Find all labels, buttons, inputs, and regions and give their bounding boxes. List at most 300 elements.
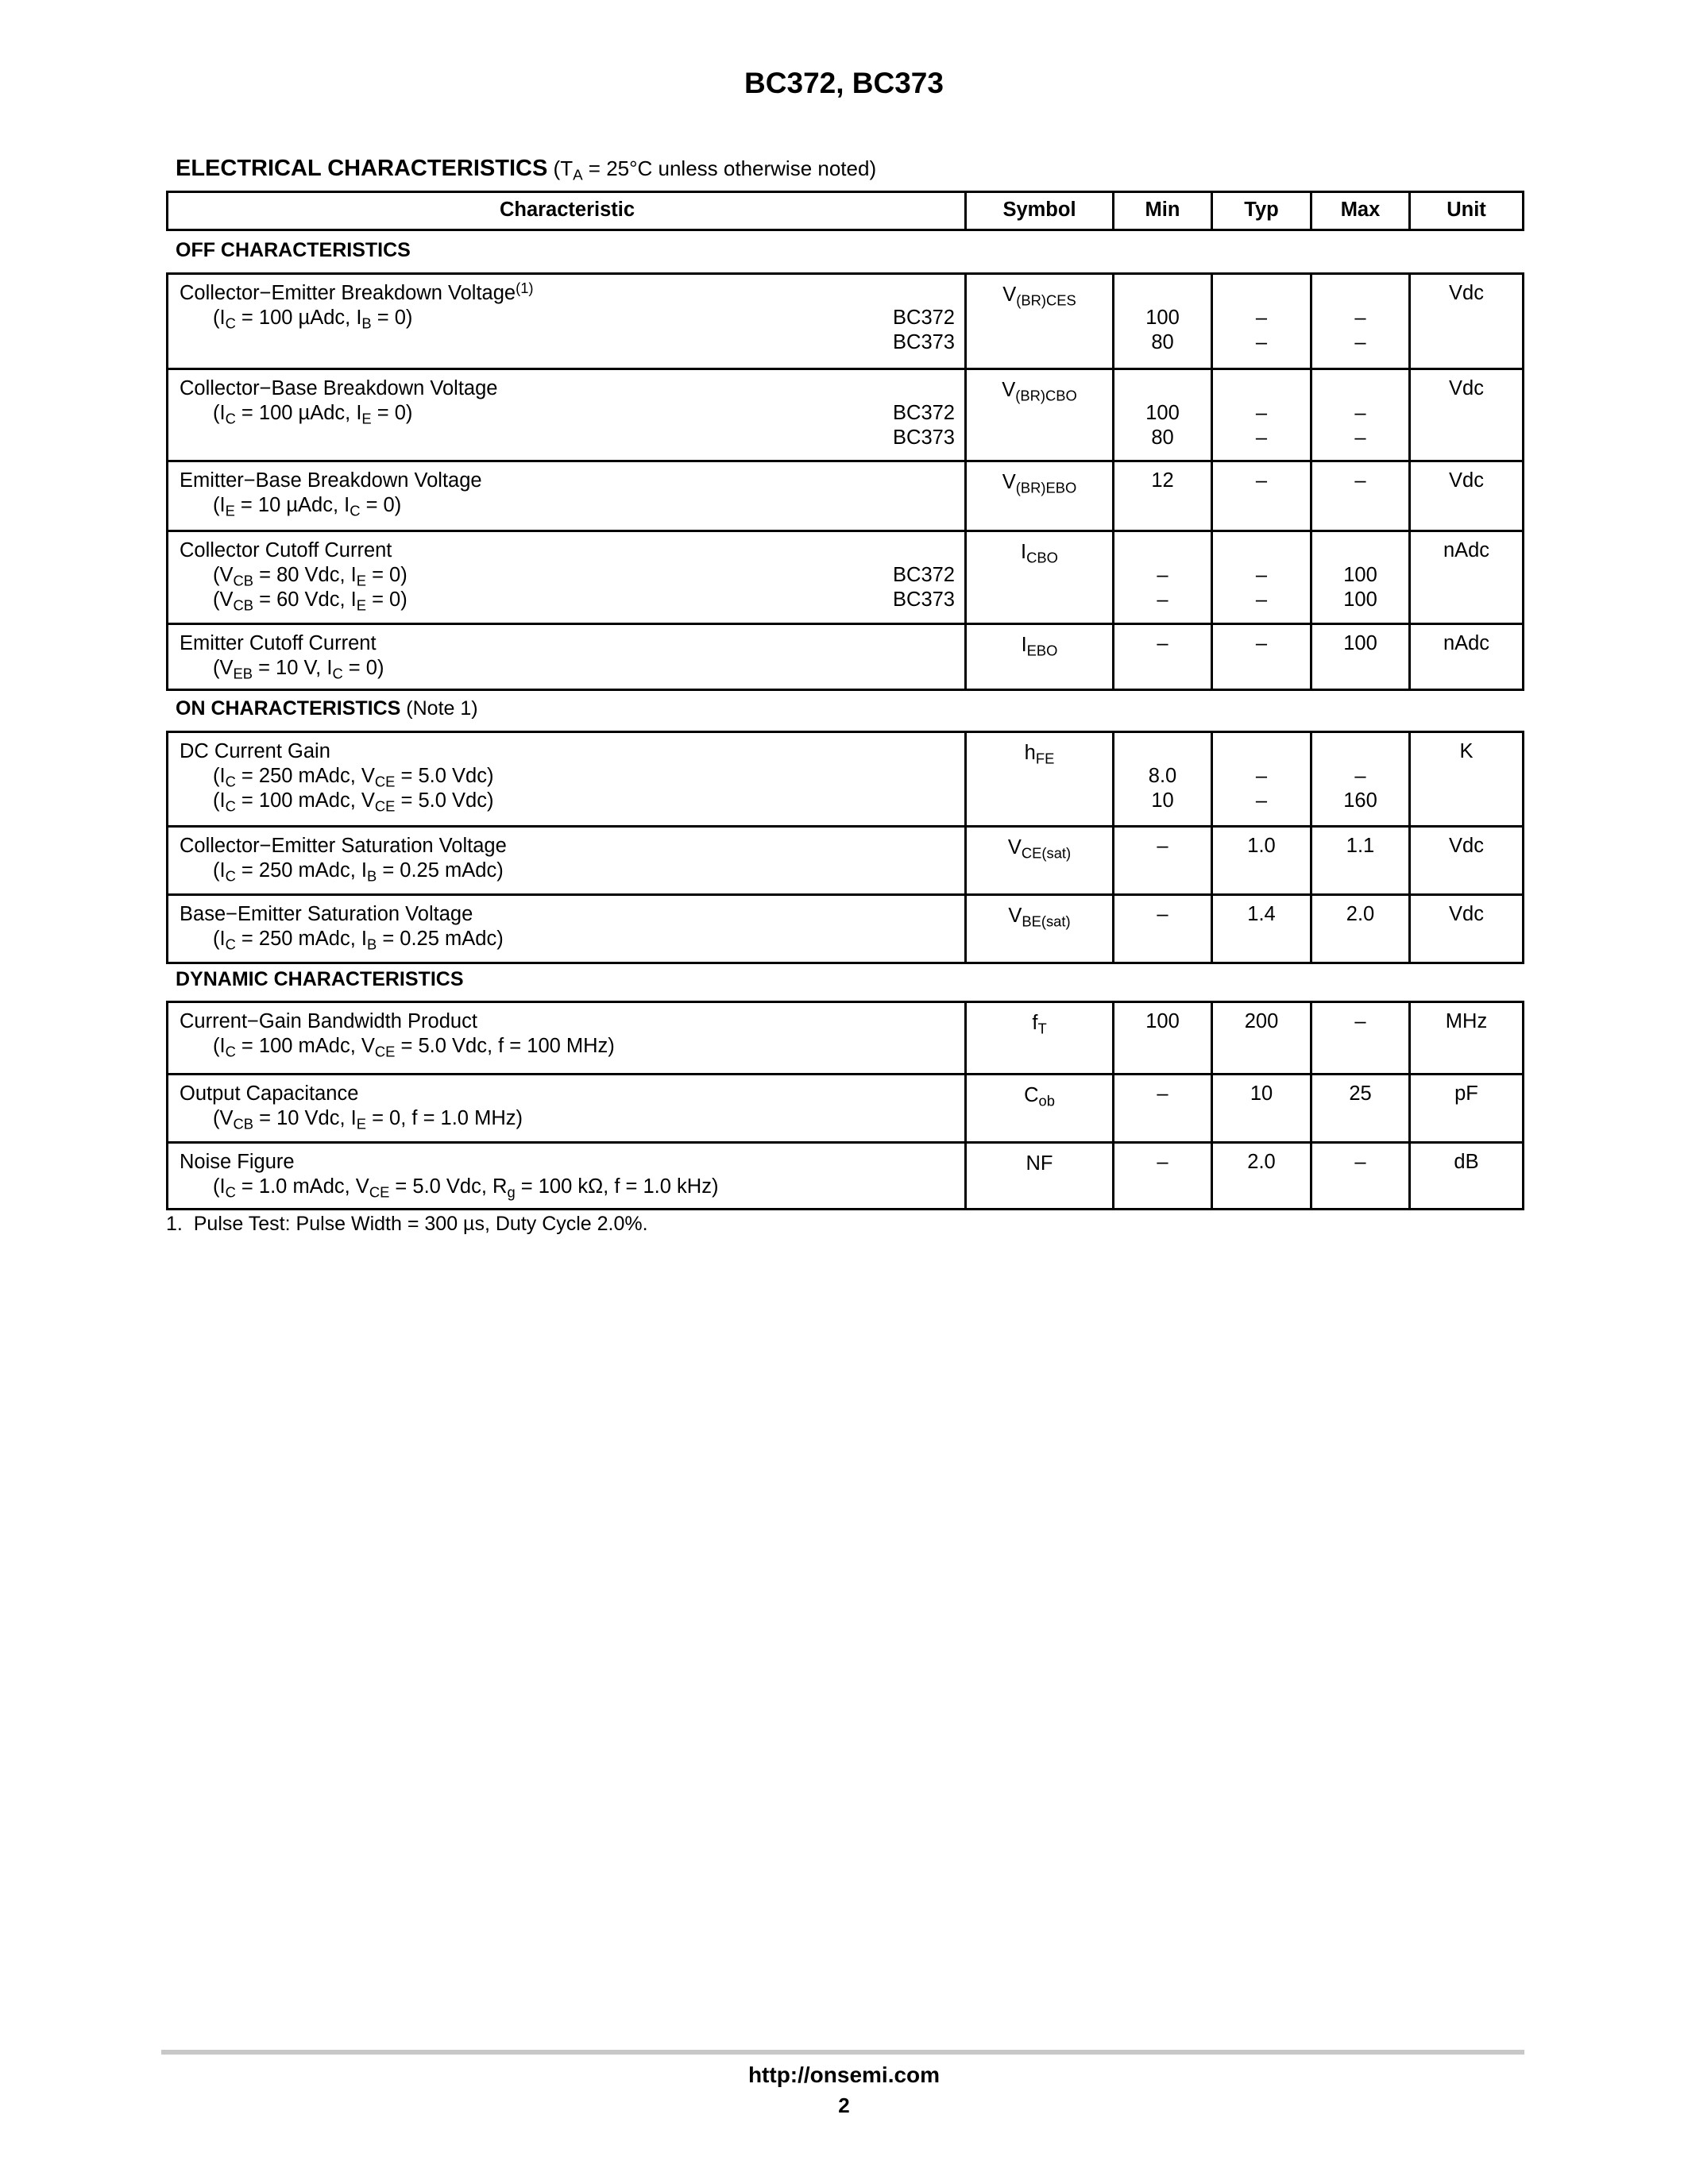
typ-cell xyxy=(1211,896,1310,962)
subscript: C xyxy=(350,502,361,519)
characteristic-name xyxy=(180,902,955,927)
subscript: C xyxy=(225,773,236,790)
max-value xyxy=(1312,281,1408,306)
typ-value: – xyxy=(1255,765,1268,787)
unit-value: nAdc xyxy=(1443,632,1490,654)
min-value: 10 xyxy=(1151,789,1174,812)
test-condition xyxy=(180,789,955,813)
unit-cell xyxy=(1408,1144,1522,1208)
heading-note xyxy=(547,156,877,183)
column-header-characteristic: Characteristic xyxy=(499,199,635,221)
min-cell xyxy=(1112,1003,1211,1073)
characteristic-name xyxy=(180,631,955,656)
unit-cell xyxy=(1408,828,1522,893)
min-cell xyxy=(1112,462,1211,530)
symbol-cell xyxy=(964,462,1112,530)
subscript: B xyxy=(366,867,377,885)
symbol-cell xyxy=(964,1003,1112,1073)
table-row xyxy=(168,275,1522,368)
text-run: = 5.0 Vdc) xyxy=(395,765,494,787)
device-variant-label: BC373 xyxy=(893,426,955,449)
document-title: BC372, BC373 xyxy=(744,67,944,99)
subscript: CE xyxy=(374,773,396,790)
min-value: 80 xyxy=(1151,426,1174,449)
subscript: A xyxy=(573,166,583,183)
symbol-cell xyxy=(964,370,1112,460)
text-run: Current−Gain Bandwidth Product xyxy=(180,1010,477,1032)
subscript: g xyxy=(507,1183,516,1201)
symbol-cell xyxy=(964,275,1112,368)
column-header-min: Min xyxy=(1112,193,1211,229)
section-title-on xyxy=(176,697,478,720)
test-condition xyxy=(180,656,955,681)
min-value xyxy=(1114,739,1211,764)
typ-value: 200 xyxy=(1244,1010,1279,1032)
text-run: (V xyxy=(213,564,234,586)
typ-cell xyxy=(1211,625,1310,689)
subscript: BE(sat) xyxy=(1022,913,1071,930)
device-variant-label: BC372 xyxy=(893,564,955,586)
subscript: ob xyxy=(1038,1092,1055,1109)
table-row xyxy=(168,460,1522,530)
max-value: 1.1 xyxy=(1346,835,1375,857)
text-run: Collector Cutoff Current xyxy=(180,539,392,561)
max-cell xyxy=(1310,462,1408,530)
max-value: – xyxy=(1354,1010,1366,1032)
text-run: V xyxy=(1002,284,1017,306)
unit-value: K xyxy=(1459,740,1474,762)
text-run: = 5.0 Vdc) xyxy=(395,789,494,812)
footer-url-link[interactable]: http://onsemi.com xyxy=(747,2062,941,2087)
subscript: EB xyxy=(233,665,253,682)
typ-value: – xyxy=(1255,564,1268,586)
typ-cell xyxy=(1211,733,1310,825)
text-run: = 100 µAdc, I xyxy=(235,402,362,424)
table-row xyxy=(168,733,1522,825)
unit-cell xyxy=(1408,1003,1522,1073)
subscript: B xyxy=(366,936,377,953)
min-value: 100 xyxy=(1145,1010,1180,1032)
characteristic-cell xyxy=(168,733,964,825)
characteristic-name xyxy=(180,834,955,859)
text-run: Emitter−Base Breakdown Voltage xyxy=(180,469,482,492)
text-run: = 0) xyxy=(365,564,408,586)
test-condition xyxy=(180,588,955,612)
max-cell xyxy=(1310,896,1408,962)
min-cell xyxy=(1112,1144,1211,1208)
max-value xyxy=(1312,739,1408,764)
subscript: (BR)CES xyxy=(1016,291,1076,309)
min-cell xyxy=(1112,625,1211,689)
characteristic-name xyxy=(180,469,955,493)
symbol xyxy=(967,281,1112,307)
text-run: (T xyxy=(547,156,574,180)
dynamic-characteristics-table xyxy=(166,1001,1524,1210)
subscript: CB xyxy=(233,572,254,589)
unit-value: Vdc xyxy=(1449,282,1484,304)
text-run: Collector−Base Breakdown Voltage xyxy=(180,377,498,399)
subscript: EBO xyxy=(1026,642,1058,659)
page-number: 2 xyxy=(838,2093,850,2117)
text-run: V xyxy=(1002,379,1016,401)
text-run: = 5.0 Vdc, f = 100 MHz) xyxy=(395,1035,615,1057)
section-title-text: ON CHARACTERISTICS xyxy=(176,697,401,720)
text-run: h xyxy=(1024,742,1036,764)
min-cell xyxy=(1112,370,1211,460)
min-value xyxy=(1114,538,1211,563)
characteristic-cell xyxy=(168,275,964,368)
text-run: (I xyxy=(213,1035,226,1057)
characteristic-cell xyxy=(168,896,964,962)
column-header-row xyxy=(168,193,1522,229)
max-value: 160 xyxy=(1343,789,1377,812)
subscript: CE xyxy=(374,1043,396,1060)
min-cell xyxy=(1112,828,1211,893)
typ-value xyxy=(1213,739,1310,764)
max-value: – xyxy=(1354,402,1366,424)
min-value xyxy=(1114,376,1211,401)
text-run: = 60 Vdc, I xyxy=(253,588,357,611)
footer-divider xyxy=(161,2050,1524,2055)
table-row xyxy=(168,893,1522,962)
unit-value: MHz xyxy=(1445,1010,1488,1032)
section-title-text: OFF CHARACTERISTICS xyxy=(176,239,411,261)
text-run: (I xyxy=(213,1175,226,1198)
max-value: – xyxy=(1354,307,1366,329)
subscript: CE(sat) xyxy=(1021,844,1072,862)
column-header-table xyxy=(166,191,1524,231)
min-cell xyxy=(1112,532,1211,623)
max-value: 100 xyxy=(1343,588,1377,611)
section-title-dynamic xyxy=(176,968,464,991)
table-row xyxy=(168,1003,1522,1073)
symbol-cell xyxy=(964,625,1112,689)
characteristic-name xyxy=(180,376,955,401)
characteristic-name xyxy=(180,1082,955,1106)
text-run: (I xyxy=(213,789,226,812)
text-run: = 5.0 Vdc, R xyxy=(389,1175,508,1198)
max-cell xyxy=(1310,625,1408,689)
max-cell xyxy=(1310,1003,1408,1073)
min-cell xyxy=(1112,1075,1211,1141)
text-run: Emitter Cutoff Current xyxy=(180,632,377,654)
characteristic-cell xyxy=(168,828,964,893)
typ-value: 2.0 xyxy=(1247,1151,1276,1173)
symbol xyxy=(967,376,1112,403)
subscript: E xyxy=(356,572,366,589)
text-run: = 0.25 mAdc) xyxy=(377,928,504,950)
text-run: = 250 mAdc, I xyxy=(235,928,367,950)
table-row xyxy=(168,530,1522,623)
symbol-cell xyxy=(964,896,1112,962)
subscript: (BR)CBO xyxy=(1015,387,1077,404)
subscript: C xyxy=(225,936,236,953)
heading-bold: ELECTRICAL CHARACTERISTICS xyxy=(176,156,548,181)
text-run: = 10 V, I xyxy=(253,657,333,679)
test-condition xyxy=(180,306,955,330)
characteristic-name xyxy=(180,1150,955,1175)
text-run: (I xyxy=(213,859,226,882)
max-value: 100 xyxy=(1343,632,1377,654)
min-value: 8.0 xyxy=(1148,765,1177,787)
max-cell xyxy=(1310,532,1408,623)
device-variant-label: BC372 xyxy=(893,402,955,424)
subscript: CE xyxy=(369,1183,390,1201)
typ-value xyxy=(1213,281,1310,306)
text-run: = 100 mAdc, V xyxy=(235,789,375,812)
min-value: – xyxy=(1157,835,1168,857)
typ-value: – xyxy=(1255,402,1268,424)
max-value: 100 xyxy=(1343,564,1377,586)
text-run: = 80 Vdc, I xyxy=(253,564,357,586)
max-value: 25 xyxy=(1349,1082,1372,1105)
typ-value: – xyxy=(1255,469,1268,492)
symbol-cell xyxy=(964,733,1112,825)
text-run: (V xyxy=(213,588,234,611)
min-value: – xyxy=(1157,1082,1168,1105)
table-row xyxy=(168,1073,1522,1141)
min-value: – xyxy=(1157,903,1168,925)
typ-value: 10 xyxy=(1250,1082,1273,1105)
subscript: B xyxy=(361,314,372,332)
text-run: = 0) xyxy=(371,402,413,424)
footnote: 1. Pulse Test: Pulse Width = 300 µs, Duty Cycle 2.0%. xyxy=(166,1213,648,1235)
subscript: C xyxy=(225,867,236,885)
unit-cell xyxy=(1408,896,1522,962)
text-run: (I xyxy=(213,494,226,516)
typ-value: 1.4 xyxy=(1247,903,1276,925)
symbol xyxy=(967,1150,1112,1176)
text-run: = 1.0 mAdc, V xyxy=(235,1175,369,1198)
text-run: Collector−Emitter Saturation Voltage xyxy=(180,835,507,857)
device-variant-label: BC372 xyxy=(893,307,955,329)
text-run: I xyxy=(1021,541,1027,563)
text-run: = 0) xyxy=(360,494,402,516)
unit-cell xyxy=(1408,625,1522,689)
section-title-text: DYNAMIC CHARACTERISTICS xyxy=(176,968,464,990)
max-value: – xyxy=(1354,765,1366,787)
subscript: C xyxy=(225,410,236,427)
test-condition xyxy=(180,1175,955,1199)
symbol xyxy=(967,834,1112,860)
symbol xyxy=(967,902,1112,928)
characteristic-cell xyxy=(168,625,964,689)
subscript: C xyxy=(225,797,236,815)
electrical-characteristics-heading xyxy=(176,156,876,182)
section-title-off xyxy=(176,239,411,262)
typ-cell xyxy=(1211,370,1310,460)
characteristic-name xyxy=(180,1009,955,1034)
symbol-cell xyxy=(964,828,1112,893)
subscript: C xyxy=(225,314,236,332)
characteristic-name xyxy=(180,281,955,306)
text-run: = 100 kΩ, f = 1.0 kHz) xyxy=(515,1175,719,1198)
table-row xyxy=(168,368,1522,460)
typ-cell xyxy=(1211,462,1310,530)
typ-value: 1.0 xyxy=(1247,835,1276,857)
text-run: (I xyxy=(213,307,226,329)
typ-value: – xyxy=(1255,588,1268,611)
text-run: = 10 µAdc, I xyxy=(234,494,350,516)
unit-value: nAdc xyxy=(1443,539,1490,561)
subscript: E xyxy=(356,596,366,614)
max-value: 2.0 xyxy=(1346,903,1375,925)
symbol xyxy=(967,1082,1112,1108)
text-run: C xyxy=(1024,1084,1039,1106)
test-condition xyxy=(180,1106,955,1131)
typ-value: – xyxy=(1255,426,1268,449)
symbol-cell xyxy=(964,532,1112,623)
text-run: = 100 mAdc, V xyxy=(235,1035,375,1057)
unit-value: dB xyxy=(1454,1151,1479,1173)
unit-cell xyxy=(1408,1075,1522,1141)
text-run: = 0.25 mAdc) xyxy=(377,859,504,882)
off-characteristics-table xyxy=(166,272,1524,691)
unit-cell xyxy=(1408,462,1522,530)
text-run: = 10 Vdc, I xyxy=(253,1107,357,1129)
subscript: C xyxy=(332,665,343,682)
text-run: (I xyxy=(213,928,226,950)
max-value xyxy=(1312,538,1408,563)
typ-value: – xyxy=(1255,789,1268,812)
characteristic-cell xyxy=(168,462,964,530)
min-cell xyxy=(1112,896,1211,962)
text-run: NF xyxy=(1026,1152,1053,1175)
text-run: V xyxy=(1008,905,1022,927)
typ-cell xyxy=(1211,532,1310,623)
subscript: E xyxy=(361,410,372,427)
text-run: = 0) xyxy=(371,307,413,329)
table-row xyxy=(168,1141,1522,1208)
characteristic-cell xyxy=(168,370,964,460)
text-run: = 0) xyxy=(342,657,384,679)
subscript: E xyxy=(356,1115,366,1133)
max-cell xyxy=(1310,1075,1408,1141)
text-run: = 0, f = 1.0 MHz) xyxy=(365,1107,523,1129)
test-condition xyxy=(180,493,955,518)
typ-cell xyxy=(1211,1144,1310,1208)
characteristic-cell xyxy=(168,1144,964,1208)
text-run: (V xyxy=(213,1107,234,1129)
characteristic-name xyxy=(180,739,955,764)
characteristic-name xyxy=(180,538,955,563)
text-run: Noise Figure xyxy=(180,1151,295,1173)
test-condition xyxy=(180,401,955,426)
text-run: = 100 µAdc, I xyxy=(235,307,362,329)
subscript: C xyxy=(225,1043,236,1060)
max-value: – xyxy=(1354,1151,1366,1173)
subscript: E xyxy=(225,502,235,519)
max-value: – xyxy=(1354,331,1366,353)
min-value: 100 xyxy=(1145,307,1180,329)
max-cell xyxy=(1310,370,1408,460)
min-value xyxy=(1114,281,1211,306)
typ-cell xyxy=(1211,1075,1310,1141)
min-value: – xyxy=(1157,564,1168,586)
column-header-unit: Unit xyxy=(1408,193,1522,229)
min-cell xyxy=(1112,275,1211,368)
max-value: – xyxy=(1354,469,1366,492)
typ-cell xyxy=(1211,275,1310,368)
max-cell xyxy=(1310,828,1408,893)
min-value: – xyxy=(1157,1151,1168,1173)
symbol xyxy=(967,739,1112,766)
typ-value: – xyxy=(1255,632,1268,654)
characteristic-cell xyxy=(168,532,964,623)
column-header-max: Max xyxy=(1310,193,1408,229)
unit-value: Vdc xyxy=(1449,903,1484,925)
column-header-symbol: Symbol xyxy=(964,193,1112,229)
text-run: Collector−Emitter Breakdown Voltage xyxy=(180,282,516,304)
characteristic-cell xyxy=(168,1075,964,1141)
symbol xyxy=(967,469,1112,495)
typ-cell xyxy=(1211,828,1310,893)
typ-value: – xyxy=(1255,331,1268,353)
text-run: (V xyxy=(213,657,234,679)
unit-cell xyxy=(1408,733,1522,825)
text-run: Output Capacitance xyxy=(180,1082,359,1105)
table-row xyxy=(168,623,1522,689)
test-condition xyxy=(180,764,955,789)
typ-value xyxy=(1213,376,1310,401)
test-condition xyxy=(180,1034,955,1059)
max-cell xyxy=(1310,733,1408,825)
text-run: I xyxy=(1021,634,1027,656)
unit-cell xyxy=(1408,370,1522,460)
subscript: CBO xyxy=(1026,549,1058,566)
subscript: CB xyxy=(233,596,254,614)
subscript: (BR)EBO xyxy=(1015,479,1077,496)
subscript: C xyxy=(225,1183,236,1201)
min-cell xyxy=(1112,733,1211,825)
max-value xyxy=(1312,376,1408,401)
text-run: = 25°C unless otherwise noted) xyxy=(582,156,877,180)
text-run: V xyxy=(1007,836,1022,859)
subscript: CE xyxy=(374,797,396,815)
text-run: V xyxy=(1002,471,1016,493)
unit-value: pF xyxy=(1454,1082,1478,1105)
text-run: = 250 mAdc, V xyxy=(235,765,375,787)
test-condition xyxy=(180,563,955,588)
unit-value: Vdc xyxy=(1449,469,1484,492)
text-run: (I xyxy=(213,765,226,787)
symbol-cell xyxy=(964,1144,1112,1208)
text-run: DC Current Gain xyxy=(180,740,330,762)
typ-cell xyxy=(1211,1003,1310,1073)
unit-value: Vdc xyxy=(1449,835,1484,857)
min-value: 80 xyxy=(1151,331,1174,353)
min-value: 12 xyxy=(1151,469,1174,492)
max-cell xyxy=(1310,275,1408,368)
typ-value: – xyxy=(1255,307,1268,329)
unit-cell xyxy=(1408,275,1522,368)
section-note: (Note 1) xyxy=(400,697,478,720)
text-run: = 0) xyxy=(365,588,408,611)
on-characteristics-table xyxy=(166,731,1524,964)
symbol-cell xyxy=(964,1075,1112,1141)
unit-cell xyxy=(1408,532,1522,623)
typ-value xyxy=(1213,538,1310,563)
characteristic-cell xyxy=(168,1003,964,1073)
subscript: T xyxy=(1037,1020,1047,1037)
symbol xyxy=(967,1009,1112,1036)
subscript: CB xyxy=(233,1115,254,1133)
column-header-typ: Typ xyxy=(1211,193,1310,229)
min-value: – xyxy=(1157,632,1168,654)
min-value: – xyxy=(1157,588,1168,611)
unit-value: Vdc xyxy=(1449,377,1484,399)
text-run: f xyxy=(1032,1012,1038,1034)
